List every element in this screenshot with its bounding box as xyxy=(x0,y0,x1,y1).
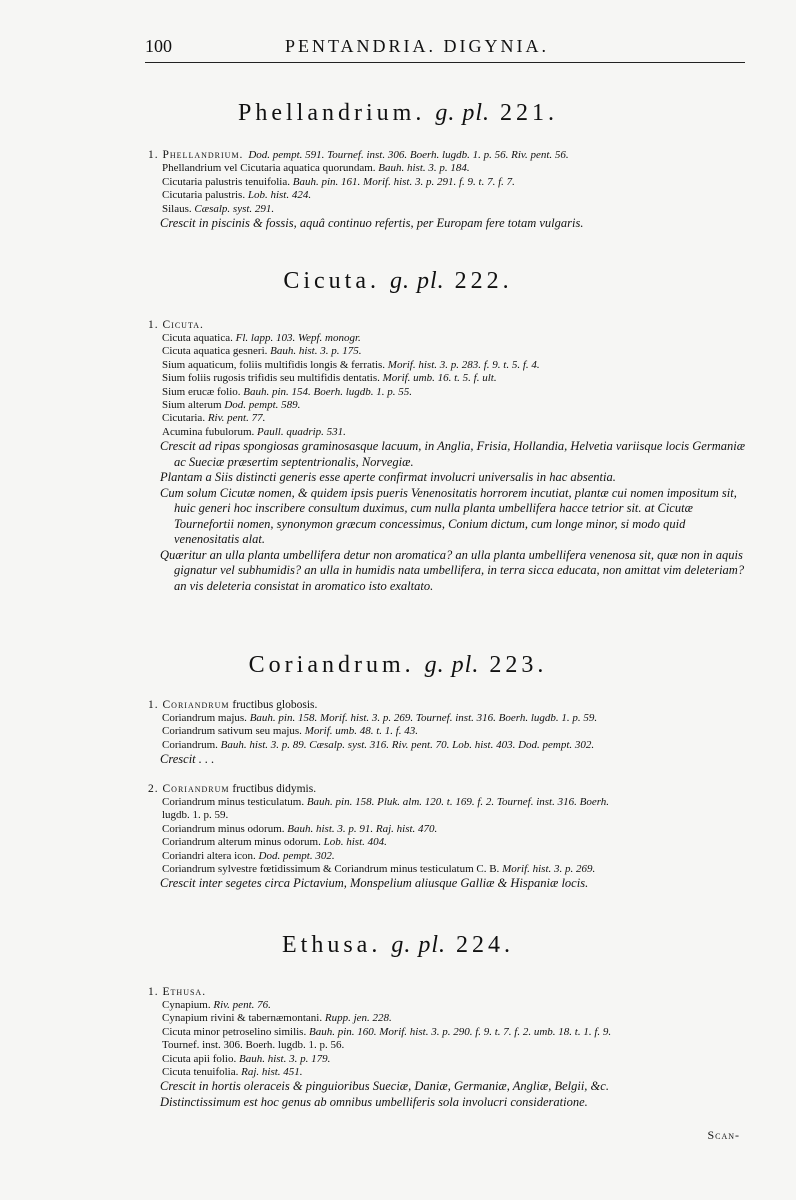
species-ethusa xyxy=(148,985,748,1110)
species-cicuta xyxy=(148,318,748,594)
genus-title-ethusa xyxy=(0,932,796,959)
synonym: Silaus. Cæsalp. syst. 291. xyxy=(162,202,275,215)
synonym: Sium alterum Dod. pempt. 589. xyxy=(162,399,301,412)
species-heading xyxy=(148,318,748,332)
synonym: Coriandrum sativum seu majus. Morif. umb. 48. t. 1. f. 43. xyxy=(162,725,419,738)
species-heading xyxy=(148,148,748,162)
synonym: Acumina fubulorum. Paull. quadrip. 531. xyxy=(162,425,346,438)
species-ref: Dod. pempt. 591. Tournef. inst. 306. Boerh. lugdb. 1. p. 56. Riv. pent. 56. xyxy=(248,149,569,161)
synonym: Coriandrum alterum minus odorum. Lob. hist. 404. xyxy=(162,836,387,849)
genus-ref: g. pl. xyxy=(389,268,445,294)
synonym: Sium foliis rugosis trifidis seu multifidis dentatis. Morif. umb. 16. t. 5. f. ult. xyxy=(162,372,497,385)
observation-note: Plantam a Siis distincti generis esse aperte confirmat involucri universalis in hac absentia. xyxy=(160,470,616,485)
genus-number: 224. xyxy=(456,932,514,958)
synonym: Cicutaria palustris. Lob. hist. 424. xyxy=(162,189,312,202)
synonym: Cicuta tenuifolia. Raj. hist. 451. xyxy=(162,1066,303,1079)
synonym: Cicutaria. Riv. pent. 77. xyxy=(162,412,266,425)
habitat-note: Crescit in piscinis & fossis, aquâ continuo refertis, per Europam fere totam vulgaris. xyxy=(160,216,584,231)
habitat-note: Crescit ad ripas spongiosas graminosasque lacuum, in Anglia, Frisia, Hollandia, Helvetia variisque locis Germaniæ ac Sueciæ præsertim septentrionalis, Norvegiæ. xyxy=(160,439,746,469)
species-name: 1. Cicuta. xyxy=(148,319,204,331)
genus-name: Cicuta. xyxy=(283,268,380,294)
header-rule xyxy=(145,62,745,63)
species-diagnosis: fructibus didymis. xyxy=(232,783,317,795)
species-name: 1. Coriandrum xyxy=(148,699,230,711)
synonym: Cicuta minor petroselino similis. Bauh. pin. 160. Morif. hist. 3. p. 290. f. 9. t. 7. f. 2. umb. 18. t. 1. f. 9. xyxy=(162,1025,612,1038)
synonym: Sium aquaticum, foliis multifidis longis & ferratis. Morif. hist. 3. p. 283. f. 9. t. 5. f. 4. xyxy=(162,358,540,371)
genus-number: 221. xyxy=(500,100,558,126)
genus-name: Phellandrium. xyxy=(238,100,426,126)
synonym: Cicuta apii folio. Bauh. hist. 3. p. 179. xyxy=(162,1052,331,1065)
synonym: Coriandri altera icon. Dod. pempt. 302. xyxy=(162,849,335,862)
species-phellandrium xyxy=(148,148,748,232)
species-name: 1. Ethusa. xyxy=(148,986,207,998)
species-heading xyxy=(148,782,748,796)
synonym: Phellandrium vel Cicutaria aquatica quorundam. Bauh. hist. 3. p. 184. xyxy=(162,162,470,175)
synonym: Cicutaria palustris tenuifolia. Bauh. pin. 161. Morif. hist. 3. p. 291. f. 9. t. 7. f. 7. xyxy=(162,175,515,188)
species-coriandrum-2 xyxy=(148,782,748,892)
catchword: Scan- xyxy=(707,1128,740,1142)
running-title: PENTANDRIA. DIGYNIA. xyxy=(285,36,550,56)
habitat-note: Crescit inter segetes circa Pictavium, Monspelium aliusque Galliæ & Hispaniæ locis. xyxy=(160,876,589,891)
genus-name: Coriandrum. xyxy=(248,652,415,678)
synonym: Sium erucæ folio. Bauh. pin. 154. Boerh. lugdb. 1. p. 55. xyxy=(162,385,413,398)
page-number: 100 xyxy=(145,36,172,56)
synonym: Cicuta aquatica. Fl. lapp. 103. Wepf. monogr. xyxy=(162,332,361,344)
habitat-note: Crescit . . . xyxy=(160,752,215,767)
species-heading xyxy=(148,985,748,999)
synonym: Coriandrum. Bauh. hist. 3. p. 89. Cæsalp. syst. 316. Riv. pent. 70. Lob. hist. 403. Dod. pempt. 302. xyxy=(162,738,595,751)
synonym-continuation: lugdb. 1. p. 59. xyxy=(162,809,229,822)
species-coriandrum-1 xyxy=(148,698,748,768)
synonym: Coriandrum sylvestre fœtidissimum & Coriandrum minus testiculatum C. B. Morif. hist. 3. p. 269. xyxy=(162,863,596,876)
synonym: Cynapium rivini & tabernæmontani. Rupp. jen. 228. xyxy=(162,1012,392,1025)
species-heading xyxy=(148,698,748,712)
genus-title-phellandrium xyxy=(0,100,796,127)
genus-number: 223. xyxy=(489,652,548,678)
synonym-continuation: Tournef. inst. 306. Boerh. lugdb. 1. p. 56. xyxy=(162,1039,345,1052)
species-diagnosis: fructibus globosis. xyxy=(232,699,318,711)
species-name: 1. Phellandrium. xyxy=(148,149,244,161)
observation-note: Distinctissimum est hoc genus ab omnibus umbelliferis sola involucri consideratione. xyxy=(160,1094,588,1109)
synonym: Coriandrum minus testiculatum. Bauh. pin. 158. Pluk. alm. 120. t. 169. f. 2. Tournef. inst. 316. Boerh. xyxy=(162,796,610,808)
genus-title-coriandrum xyxy=(0,652,796,679)
synonym: Coriandrum majus. Bauh. pin. 158. Morif. hist. 3. p. 269. Tournef. inst. 316. Boerh. lugdb. 1. p. 59. xyxy=(162,712,598,724)
species-name: 2. Coriandrum xyxy=(148,783,230,795)
genus-ref: g. pl. xyxy=(424,652,480,678)
observation-note: Cum solum Cicutæ nomen, & quidem ipsis pueris Venenositatis horrorem incutiat, plantæ cui nomen impositum sit, huic generi hoc inscribere consultum duximus, cum nulla planta umbellifera hacce tetrior sit. at Cicutæ Tournefortii nomen, synonymon græcum concessimus, Conium dictum, cum longe minor, si modo quid venenositatis alat. xyxy=(160,485,737,547)
genus-number: 222. xyxy=(454,268,513,294)
genus-ref: g. pl. xyxy=(391,932,446,958)
genus-ref: g. pl. xyxy=(435,100,490,126)
genus-name: Ethusa. xyxy=(282,932,382,958)
habitat-note: Crescit in hortis oleraceis & pinguioribus Sueciæ, Daniæ, Germaniæ, Angliæ, Belgii, &c. xyxy=(160,1079,609,1094)
observation-note: Quæritur an ulla planta umbellifera detur non aromatica? an ulla planta umbellifera venenosa sit, quæ non in aquis gignatur vel subhumidis? an ulla in humidis nata umbellifera, in terra sicca educata, non amittat vim deleteriam? an vis deleteria consistat in aromatico isto exaltato. xyxy=(160,547,745,593)
synonym: Cicuta aquatica gesneri. Bauh. hist. 3. p. 175. xyxy=(162,345,362,358)
synonym: Coriandrum minus odorum. Bauh. hist. 3. p. 91. Raj. hist. 470. xyxy=(162,822,438,835)
synonym: Cynapium. Riv. pent. 76. xyxy=(162,999,271,1011)
genus-title-cicuta xyxy=(0,268,796,295)
